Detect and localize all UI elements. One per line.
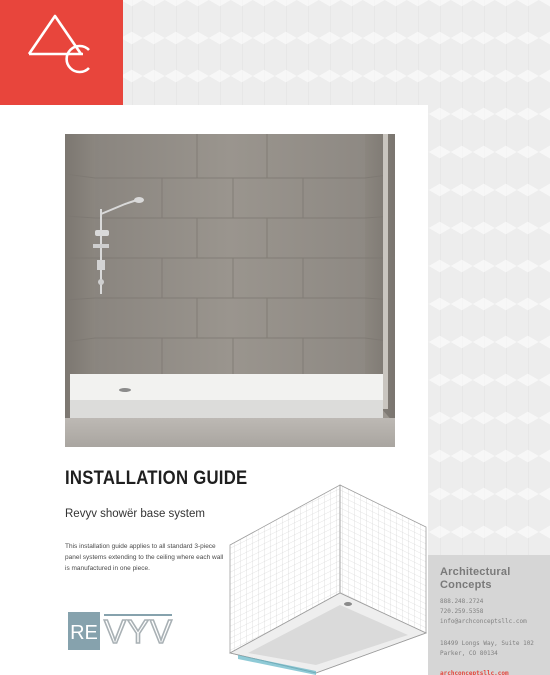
ac-logo-icon bbox=[25, 12, 97, 74]
revyv-logo-part-b: VYV bbox=[104, 613, 174, 650]
guide-description: This installation guide applies to all standard 3-piece panel systems extending to the ceiling where each wall is manufactured in one piece. bbox=[65, 543, 224, 572]
revyv-logo-part-a: RE bbox=[70, 622, 98, 644]
company-name-line2: Concepts bbox=[440, 579, 492, 591]
guide-title: INSTALLATION GUIDE bbox=[65, 468, 248, 489]
contact-info bbox=[428, 555, 550, 675]
hero-shower-photo bbox=[65, 134, 395, 447]
revyv-logo bbox=[68, 612, 176, 650]
shower-base-diagram bbox=[228, 483, 428, 675]
company-name-line1: Architectural bbox=[440, 566, 511, 578]
phone-primary[interactable]: 888.248.2724 bbox=[440, 598, 484, 605]
pattern-strip bbox=[428, 105, 550, 555]
phone-secondary[interactable]: 720.259.5358 bbox=[440, 608, 484, 615]
address-line2: Parker, CO 80134 bbox=[440, 650, 498, 657]
address-line1: 18499 Longs Way, Suite 102 bbox=[440, 640, 534, 647]
email-link[interactable]: info@archconceptsllc.com bbox=[440, 618, 527, 625]
website-link[interactable]: archconceptsllc.com bbox=[440, 670, 509, 675]
guide-subtitle: Revyv showër base system bbox=[65, 508, 205, 520]
company-logo bbox=[0, 0, 123, 105]
